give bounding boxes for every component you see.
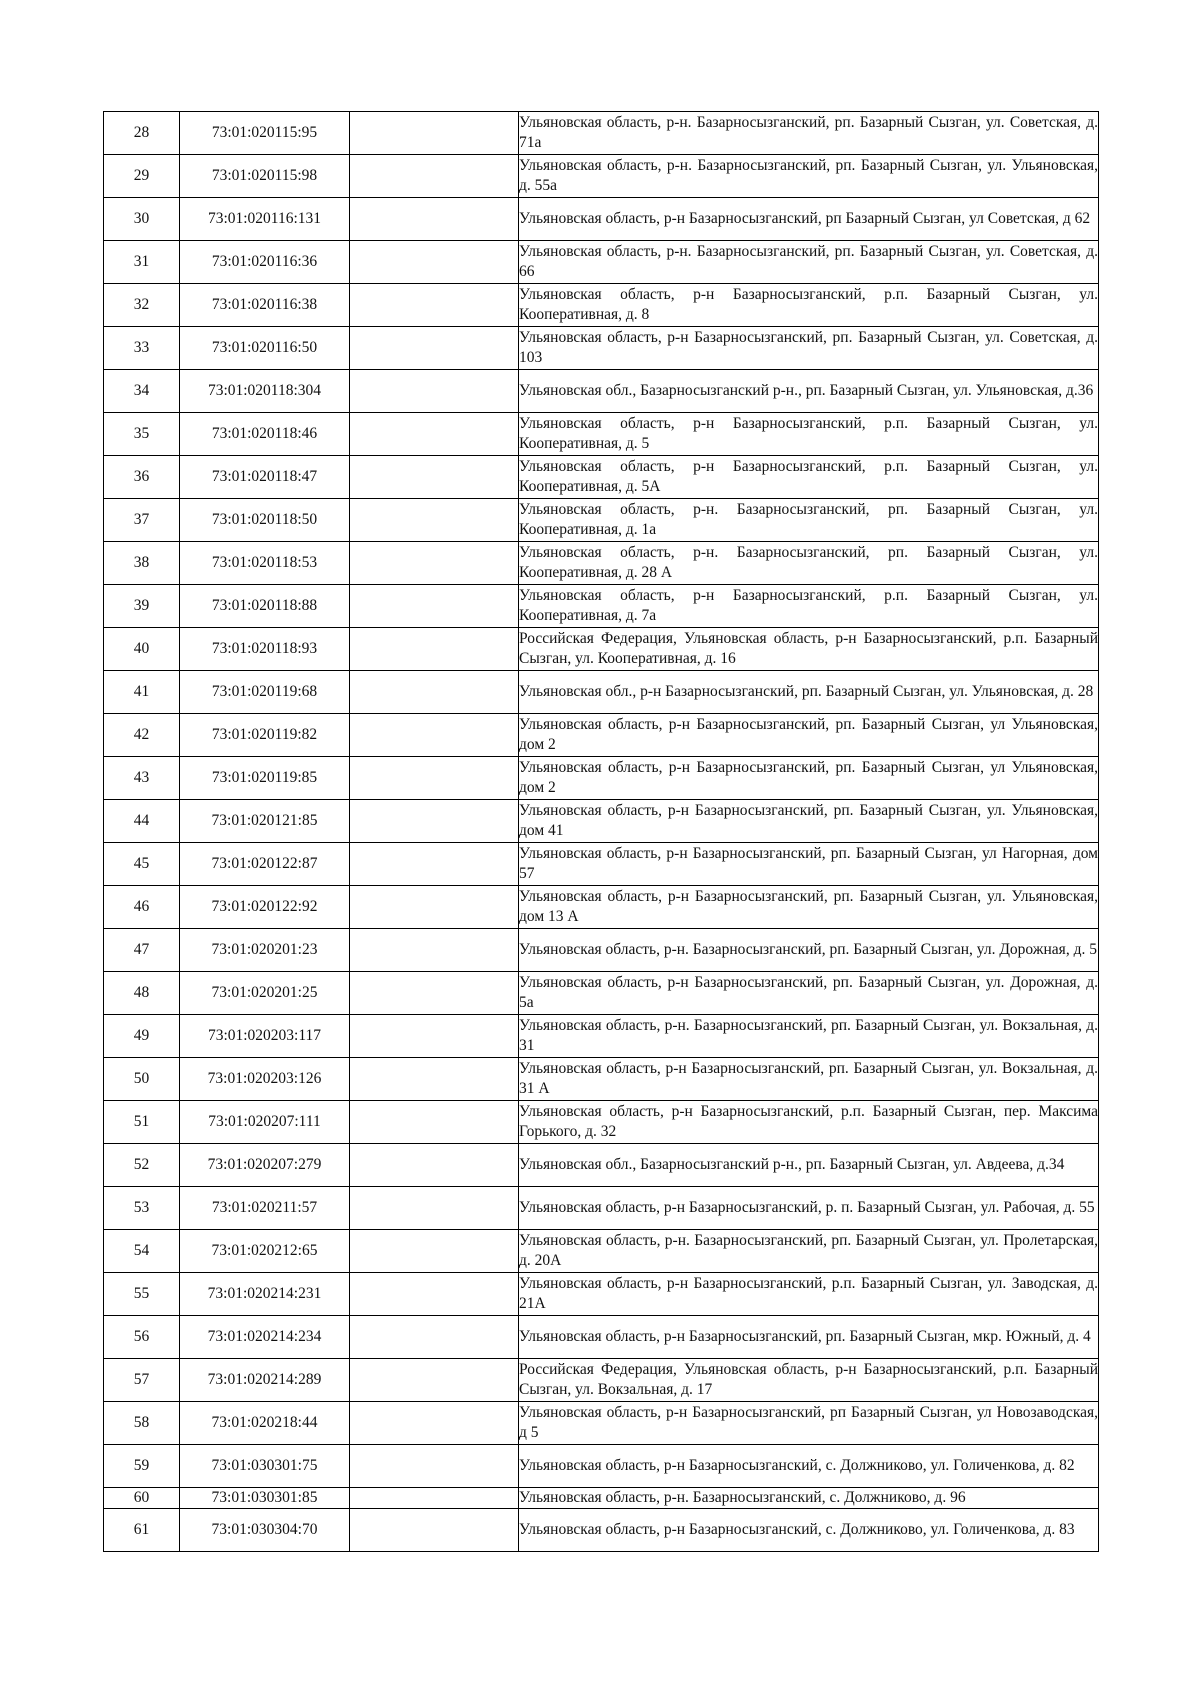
cadastral-number-cell: 73:01:020118:304 [180, 370, 350, 413]
cadastral-number-cell: 73:01:020212:65 [180, 1230, 350, 1273]
empty-cell [350, 1488, 519, 1509]
row-number-cell: 52 [104, 1144, 180, 1187]
table-row [104, 499, 1099, 542]
address-cell: Ульяновская область, р-н. Базарносызганский, рп. Базарный Сызган, ул. Ульяновская, д. 55а [519, 155, 1099, 198]
table-row [104, 1230, 1099, 1273]
address-cell: Ульяновская область, р-н Базарносызганский, р.п. Базарный Сызган, ул. Кооперативная, д. 5А [519, 456, 1099, 499]
table-row [104, 1015, 1099, 1058]
row-number-cell: 33 [104, 327, 180, 370]
table-row [104, 456, 1099, 499]
row-number-cell: 41 [104, 671, 180, 714]
table-row [104, 1359, 1099, 1402]
cadastral-number-cell: 73:01:020207:111 [180, 1101, 350, 1144]
row-number-cell: 32 [104, 284, 180, 327]
table-row [104, 198, 1099, 241]
empty-cell [350, 1230, 519, 1273]
table-row [104, 1187, 1099, 1230]
cadastral-number-cell: 73:01:020211:57 [180, 1187, 350, 1230]
cadastral-number-cell: 73:01:020118:46 [180, 413, 350, 456]
empty-cell [350, 585, 519, 628]
row-number-cell: 36 [104, 456, 180, 499]
address-cell: Ульяновская обл., Базарносызганский р-н., рп. Базарный Сызган, ул. Ульяновская, д.36 [519, 370, 1099, 413]
address-cell: Российская Федерация, Ульяновская область, р-н Базарносызганский, р.п. Базарный Сызган, ул. Вокзальная, д. 17 [519, 1359, 1099, 1402]
cadastral-number-cell: 73:01:020118:88 [180, 585, 350, 628]
cadastral-number-cell: 73:01:020214:289 [180, 1359, 350, 1402]
cadastral-number-cell: 73:01:020122:92 [180, 886, 350, 929]
row-number-cell: 50 [104, 1058, 180, 1101]
table-row [104, 628, 1099, 671]
address-cell: Ульяновская область, р-н Базарносызганский, р.п. Базарный Сызган, пер. Максима Горького, д. 32 [519, 1101, 1099, 1144]
cadastral-number-cell: 73:01:020201:23 [180, 929, 350, 972]
row-number-cell: 54 [104, 1230, 180, 1273]
table-row [104, 1445, 1099, 1488]
row-number-cell: 60 [104, 1488, 180, 1509]
cadastral-number-cell: 73:01:020116:131 [180, 198, 350, 241]
address-cell: Ульяновская область, р-н. Базарносызганский, рп. Базарный Сызган, ул. Советская, д. 71а [519, 112, 1099, 155]
empty-cell [350, 1359, 519, 1402]
cadastral-number-cell: 73:01:020119:68 [180, 671, 350, 714]
row-number-cell: 39 [104, 585, 180, 628]
row-number-cell: 29 [104, 155, 180, 198]
address-cell: Ульяновская обл., р-н Базарносызганский, рп. Базарный Сызган, ул. Ульяновская, д. 28 [519, 671, 1099, 714]
empty-cell [350, 1015, 519, 1058]
empty-cell [350, 456, 519, 499]
empty-cell [350, 886, 519, 929]
address-cell: Ульяновская область, р-н Базарносызганский, р.п. Базарный Сызган, ул. Заводская, д. 21А [519, 1273, 1099, 1316]
cadastral-number-cell: 73:01:020207:279 [180, 1144, 350, 1187]
cadastral-number-cell: 73:01:020118:50 [180, 499, 350, 542]
cadastral-number-cell: 73:01:020119:82 [180, 714, 350, 757]
address-cell: Ульяновская область, р-н. Базарносызганский, рп. Базарный Сызган, ул. Вокзальная, д. 31 [519, 1015, 1099, 1058]
cadastral-number-cell: 73:01:020214:231 [180, 1273, 350, 1316]
address-cell: Ульяновская область, р-н Базарносызганский, рп. Базарный Сызган, ул Ульяновская, дом 2 [519, 757, 1099, 800]
empty-cell [350, 542, 519, 585]
empty-cell [350, 714, 519, 757]
table-row [104, 284, 1099, 327]
address-cell: Ульяновская область, р-н. Базарносызганский, рп. Базарный Сызган, ул. Кооперативная, д. 28 А [519, 542, 1099, 585]
row-number-cell: 31 [104, 241, 180, 284]
empty-cell [350, 499, 519, 542]
row-number-cell: 30 [104, 198, 180, 241]
empty-cell [350, 1509, 519, 1552]
empty-cell [350, 1273, 519, 1316]
table-row [104, 843, 1099, 886]
row-number-cell: 44 [104, 800, 180, 843]
empty-cell [350, 671, 519, 714]
empty-cell [350, 1316, 519, 1359]
cadastral-number-cell: 73:01:020118:93 [180, 628, 350, 671]
cadastral-number-cell: 73:01:030304:70 [180, 1509, 350, 1552]
table-row [104, 1402, 1099, 1445]
empty-cell [350, 1144, 519, 1187]
empty-cell [350, 327, 519, 370]
address-cell: Ульяновская область, р-н Базарносызганский, р.п. Базарный Сызган, ул. Кооперативная, д. 5 [519, 413, 1099, 456]
address-cell: Ульяновская область, р-н Базарносызганский, рп. Базарный Сызган, ул. Вокзальная, д. 31 А [519, 1058, 1099, 1101]
empty-cell [350, 800, 519, 843]
address-cell: Ульяновская область, р-н Базарносызганский, рп. Базарный Сызган, ул Нагорная, дом 57 [519, 843, 1099, 886]
table-row [104, 886, 1099, 929]
address-cell: Ульяновская область, р-н Базарносызганский, рп Базарный Сызган, ул Новозаводская, д 5 [519, 1402, 1099, 1445]
address-cell: Ульяновская область, р-н. Базарносызганский, с. Должниково, д. 96 [519, 1488, 1099, 1509]
row-number-cell: 46 [104, 886, 180, 929]
cadastral-number-cell: 73:01:020201:25 [180, 972, 350, 1015]
cadastral-number-cell: 73:01:020116:38 [180, 284, 350, 327]
address-cell: Ульяновская область, р-н Базарносызганский, рп. Базарный Сызган, ул Ульяновская, дом 2 [519, 714, 1099, 757]
address-cell: Ульяновская область, р-н. Базарносызганский, рп. Базарный Сызган, ул. Дорожная, д. 5 [519, 929, 1099, 972]
table-row [104, 1273, 1099, 1316]
table-row [104, 972, 1099, 1015]
address-cell: Ульяновская область, р-н. Базарносызганский, рп. Базарный Сызган, ул. Пролетарская, д. 20А [519, 1230, 1099, 1273]
row-number-cell: 53 [104, 1187, 180, 1230]
row-number-cell: 55 [104, 1273, 180, 1316]
row-number-cell: 59 [104, 1445, 180, 1488]
empty-cell [350, 112, 519, 155]
table-row [104, 327, 1099, 370]
address-cell: Ульяновская область, р-н Базарносызганский, с. Должниково, ул. Голиченкова, д. 83 [519, 1509, 1099, 1552]
empty-cell [350, 413, 519, 456]
empty-cell [350, 198, 519, 241]
empty-cell [350, 972, 519, 1015]
empty-cell [350, 628, 519, 671]
row-number-cell: 57 [104, 1359, 180, 1402]
empty-cell [350, 1187, 519, 1230]
row-number-cell: 49 [104, 1015, 180, 1058]
cadastral-number-cell: 73:01:020218:44 [180, 1402, 350, 1445]
table-row [104, 671, 1099, 714]
empty-cell [350, 1058, 519, 1101]
empty-cell [350, 284, 519, 327]
row-number-cell: 58 [104, 1402, 180, 1445]
empty-cell [350, 1445, 519, 1488]
row-number-cell: 34 [104, 370, 180, 413]
cadastral-number-cell: 73:01:020214:234 [180, 1316, 350, 1359]
table-row [104, 370, 1099, 413]
address-cell: Ульяновская область, р-н Базарносызганский, рп. Базарный Сызган, ул. Советская, д. 103 [519, 327, 1099, 370]
address-cell: Ульяновская область, р-н. Базарносызганский, рп. Базарный Сызган, ул. Советская, д. 66 [519, 241, 1099, 284]
address-cell: Ульяновская область, р-н Базарносызганский, рп. Базарный Сызган, ул. Ульяновская, дом 41 [519, 800, 1099, 843]
address-cell: Ульяновская область, р-н Базарносызганский, рп Базарный Сызган, ул Советская, д 62 [519, 198, 1099, 241]
table-row [104, 800, 1099, 843]
row-number-cell: 48 [104, 972, 180, 1015]
empty-cell [350, 241, 519, 284]
table-row [104, 1144, 1099, 1187]
cadastral-number-cell: 73:01:020116:36 [180, 241, 350, 284]
table-row [104, 929, 1099, 972]
empty-cell [350, 757, 519, 800]
cadastral-number-cell: 73:01:020203:126 [180, 1058, 350, 1101]
row-number-cell: 47 [104, 929, 180, 972]
cadastral-number-cell: 73:01:020116:50 [180, 327, 350, 370]
row-number-cell: 28 [104, 112, 180, 155]
cadastral-number-cell: 73:01:020118:47 [180, 456, 350, 499]
table-row [104, 542, 1099, 585]
cadastral-number-cell: 73:01:030301:75 [180, 1445, 350, 1488]
row-number-cell: 42 [104, 714, 180, 757]
table-row [104, 1058, 1099, 1101]
table-row [104, 1316, 1099, 1359]
address-cell: Ульяновская область, р-н Базарносызганский, рп. Базарный Сызган, ул. Дорожная, д. 5а [519, 972, 1099, 1015]
table-row [104, 112, 1099, 155]
table-row [104, 155, 1099, 198]
cadastral-table [103, 111, 1099, 1552]
address-cell: Ульяновская область, р-н Базарносызганский, р.п. Базарный Сызган, ул. Кооперативная, д. 8 [519, 284, 1099, 327]
address-cell: Российская Федерация, Ульяновская область, р-н Базарносызганский, р.п. Базарный Сызган, ул. Кооперативная, д. 16 [519, 628, 1099, 671]
table-row [104, 413, 1099, 456]
cadastral-number-cell: 73:01:020122:87 [180, 843, 350, 886]
address-cell: Ульяновская область, р-н Базарносызганский, р.п. Базарный Сызган, ул. Кооперативная, д. 7а [519, 585, 1099, 628]
row-number-cell: 61 [104, 1509, 180, 1552]
address-cell: Ульяновская область, р-н. Базарносызганский, рп. Базарный Сызган, ул. Кооперативная, д. 1а [519, 499, 1099, 542]
address-cell: Ульяновская область, р-н Базарносызганский, с. Должниково, ул. Голиченкова, д. 82 [519, 1445, 1099, 1488]
address-cell: Ульяновская область, р-н Базарносызганский, рп. Базарный Сызган, ул. Ульяновская, дом 13 А [519, 886, 1099, 929]
cadastral-number-cell: 73:01:020121:85 [180, 800, 350, 843]
table-row [104, 1509, 1099, 1552]
table-row [104, 1488, 1099, 1509]
row-number-cell: 51 [104, 1101, 180, 1144]
empty-cell [350, 370, 519, 413]
address-cell: Ульяновская обл., Базарносызганский р-н., рп. Базарный Сызган, ул. Авдеева, д.34 [519, 1144, 1099, 1187]
address-cell: Ульяновская область, р-н Базарносызганский, рп. Базарный Сызган, мкр. Южный, д. 4 [519, 1316, 1099, 1359]
empty-cell [350, 929, 519, 972]
row-number-cell: 45 [104, 843, 180, 886]
table-row [104, 714, 1099, 757]
row-number-cell: 40 [104, 628, 180, 671]
row-number-cell: 56 [104, 1316, 180, 1359]
empty-cell [350, 1101, 519, 1144]
cadastral-number-cell: 73:01:020118:53 [180, 542, 350, 585]
cadastral-number-cell: 73:01:020203:117 [180, 1015, 350, 1058]
cadastral-number-cell: 73:01:020115:95 [180, 112, 350, 155]
empty-cell [350, 1402, 519, 1445]
empty-cell [350, 155, 519, 198]
empty-cell [350, 843, 519, 886]
cadastral-number-cell: 73:01:030301:85 [180, 1488, 350, 1509]
table-body [104, 112, 1099, 1552]
table-row [104, 585, 1099, 628]
table-row [104, 757, 1099, 800]
table-row [104, 241, 1099, 284]
row-number-cell: 43 [104, 757, 180, 800]
cadastral-number-cell: 73:01:020115:98 [180, 155, 350, 198]
table-row [104, 1101, 1099, 1144]
row-number-cell: 38 [104, 542, 180, 585]
cadastral-number-cell: 73:01:020119:85 [180, 757, 350, 800]
address-cell: Ульяновская область, р-н Базарносызганский, р. п. Базарный Сызган, ул. Рабочая, д. 55 [519, 1187, 1099, 1230]
row-number-cell: 37 [104, 499, 180, 542]
row-number-cell: 35 [104, 413, 180, 456]
